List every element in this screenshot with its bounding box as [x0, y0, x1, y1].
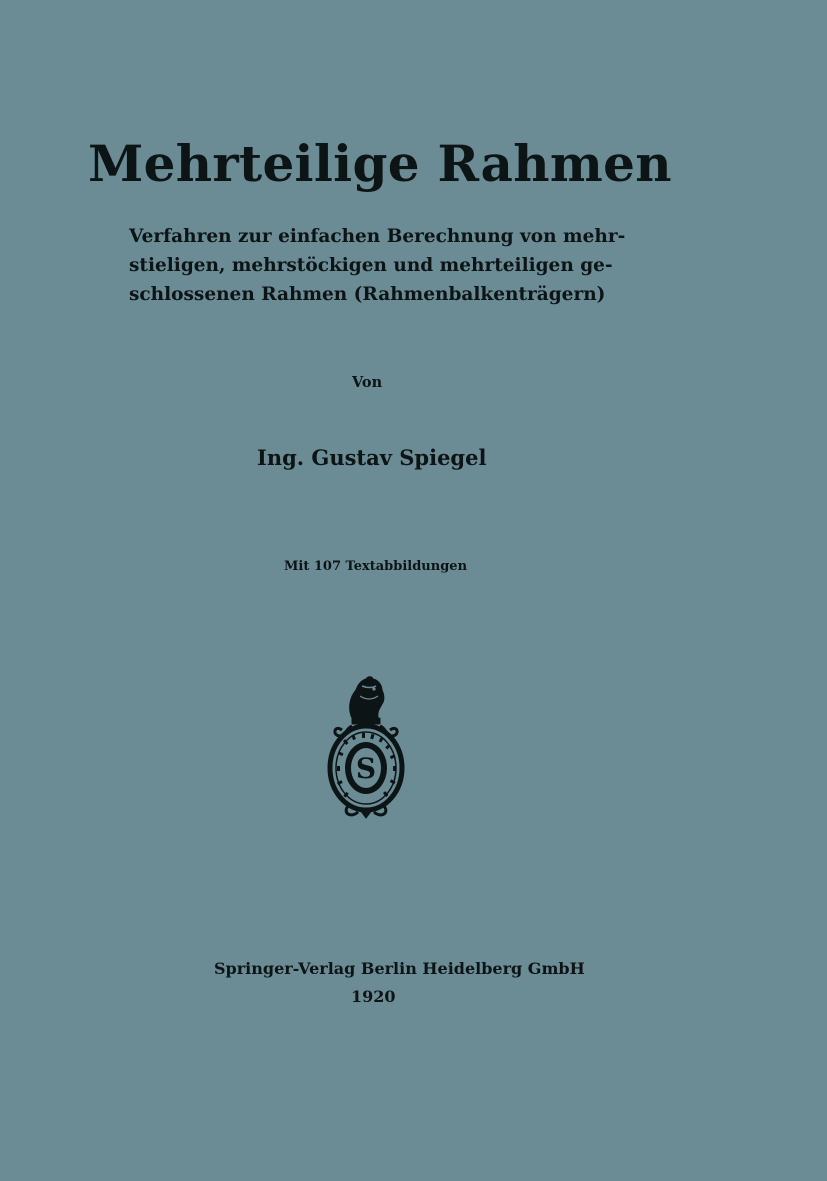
by-label: Von — [352, 374, 383, 391]
springer-knight-emblem-icon — [322, 674, 410, 820]
subtitle-line: stieligen, mehrstöckigen und mehrteiligen ge- — [129, 255, 613, 276]
figures-note: Mit 107 Textabbildungen — [284, 559, 468, 574]
publisher-name: Springer-Verlag Berlin Heidelberg GmbH — [214, 959, 585, 978]
subtitle-line: schlossenen Rahmen (Rahmenbalkenträgern) — [129, 284, 606, 305]
book-title: Mehrteilige Rahmen — [88, 134, 672, 193]
author-name: Ing. Gustav Spiegel — [257, 445, 487, 470]
subtitle-line: Verfahren zur einfachen Berechnung von mehr- — [129, 226, 626, 247]
book-subtitle — [129, 222, 626, 309]
svg-text:S: S — [355, 752, 377, 785]
publication-year: 1920 — [351, 987, 396, 1006]
